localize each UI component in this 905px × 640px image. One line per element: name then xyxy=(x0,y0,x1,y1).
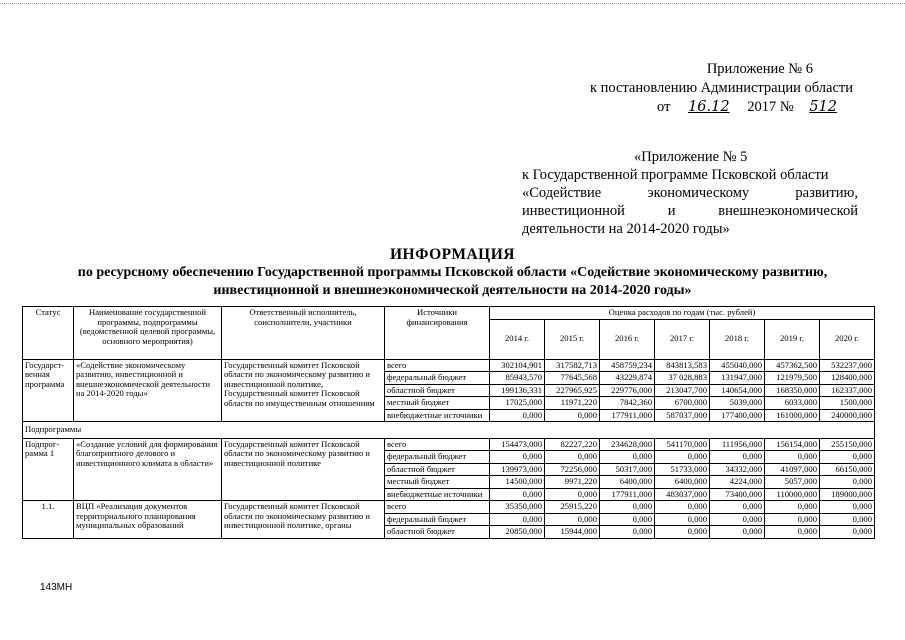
value-cell: 6700,000 xyxy=(655,397,710,410)
value-cell: 140654,000 xyxy=(710,384,765,397)
handwritten-date: 16.12 xyxy=(688,99,730,115)
value-cell: 9971,220 xyxy=(545,476,600,489)
value-cell: 20850,000 xyxy=(490,526,545,539)
source-cell: федеральный бюджет xyxy=(385,372,490,385)
source-cell: областной бюджет xyxy=(385,384,490,397)
value-cell: 0,000 xyxy=(820,513,875,526)
title-main: ИНФОРМАЦИЯ xyxy=(390,246,515,263)
value-cell: 66150,000 xyxy=(820,463,875,476)
value-cell: 0,000 xyxy=(765,513,820,526)
value-cell: 302104,901 xyxy=(490,359,545,372)
value-cell: 168350,000 xyxy=(765,384,820,397)
value-cell: 0,000 xyxy=(765,526,820,539)
value-cell: 0,000 xyxy=(490,451,545,464)
source-cell: всего xyxy=(385,359,490,372)
value-cell: 229776,000 xyxy=(600,384,655,397)
source-cell: всего xyxy=(385,438,490,451)
value-cell: 240000,000 xyxy=(820,409,875,422)
value-cell: 234628,000 xyxy=(600,438,655,451)
header-executor: Ответственный исполнитель, соисполнители, участники xyxy=(222,307,385,360)
value-cell: 0,000 xyxy=(600,501,655,514)
value-cell: 213047,700 xyxy=(655,384,710,397)
value-cell: 110000,000 xyxy=(765,488,820,501)
header-year: 2014 г. xyxy=(490,319,545,359)
header-name: Наименование государственной программы, подпрограммы (ведомственной целевой программы, основного мероприятия) xyxy=(74,307,222,360)
value-cell: 41097,000 xyxy=(765,463,820,476)
handwritten-number: 512 xyxy=(809,99,837,115)
header-estimate: Оценка расходов по годам (тыс. рублей) xyxy=(490,307,875,320)
value-cell: 51733,000 xyxy=(655,463,710,476)
header-year: 2020 г. xyxy=(820,319,875,359)
value-cell: 843813,583 xyxy=(655,359,710,372)
appendix-title: Приложение № 6 xyxy=(706,61,813,77)
value-cell: 6400,000 xyxy=(655,476,710,489)
value-cell: 0,000 xyxy=(820,501,875,514)
value-cell: 455040,000 xyxy=(710,359,765,372)
value-cell: 177911,000 xyxy=(600,409,655,422)
appendix-header xyxy=(590,60,853,117)
table-row xyxy=(23,501,875,514)
value-cell: 25915,220 xyxy=(545,501,600,514)
value-cell: 0,000 xyxy=(655,501,710,514)
value-cell: 139973,000 xyxy=(490,463,545,476)
value-cell: 0,000 xyxy=(490,513,545,526)
value-cell: 5057,000 xyxy=(765,476,820,489)
value-cell: 4224,000 xyxy=(710,476,765,489)
value-cell: 0,000 xyxy=(820,526,875,539)
value-cell: 6033,000 xyxy=(765,397,820,410)
value-cell: 1500,000 xyxy=(820,397,875,410)
value-cell: 0,000 xyxy=(545,488,600,501)
header-year: 2018 г. xyxy=(710,319,765,359)
header-status: Статус xyxy=(23,307,74,360)
value-cell: 17025,000 xyxy=(490,397,545,410)
header-year: 2019 г. xyxy=(765,319,820,359)
title-line-3: инвестиционной и внешнеэкономической деятельности на 2014-2020 годы» xyxy=(213,283,692,298)
value-cell: 199136,331 xyxy=(490,384,545,397)
title-line-2: по ресурсному обеспечению Государственной программы Псковской области «Содействие экономическому развитию, xyxy=(77,265,828,280)
value-cell: 0,000 xyxy=(820,476,875,489)
document-code: 143МН xyxy=(40,582,73,593)
value-cell: 0,000 xyxy=(545,409,600,422)
value-cell: 0,000 xyxy=(600,451,655,464)
value-cell: 457362,500 xyxy=(765,359,820,372)
value-cell: 72256,000 xyxy=(545,463,600,476)
value-cell: 541170,000 xyxy=(655,438,710,451)
value-cell: 0,000 xyxy=(710,513,765,526)
table-row xyxy=(23,422,875,439)
resource-table xyxy=(22,306,875,539)
header-year: 2015 г. xyxy=(545,319,600,359)
source-cell: федеральный бюджет xyxy=(385,451,490,464)
measure-executor: Государственный комитет Псковской области по экономическому развитию и инвестиционной политике, органы xyxy=(222,501,385,539)
value-cell: 34332,000 xyxy=(710,463,765,476)
scan-top-edge xyxy=(0,3,905,4)
value-cell: 227965,925 xyxy=(545,384,600,397)
value-cell: 0,000 xyxy=(710,501,765,514)
source-cell: внебюджетные источники xyxy=(385,409,490,422)
program-status: Государст-венная программа xyxy=(23,359,74,422)
measure-name: ВЦП «Реализация документов территориального планирования муниципальных образований xyxy=(74,501,222,539)
value-cell: 128400,000 xyxy=(820,372,875,385)
table-row xyxy=(23,359,875,372)
value-cell: 154473,000 xyxy=(490,438,545,451)
subprogram-status: Подпрог-рамма 1 xyxy=(23,438,74,501)
subprograms-label: Подпрограммы xyxy=(23,422,875,439)
value-cell: 156154,000 xyxy=(765,438,820,451)
value-cell: 177911,000 xyxy=(600,488,655,501)
value-cell: 0,000 xyxy=(600,513,655,526)
value-cell: 77645,568 xyxy=(545,372,600,385)
value-cell: 0,000 xyxy=(710,451,765,464)
program-executor: Государственный комитет Псковской области по экономическому развитию и инвестиционной политике, Государственный комитет Псковской области по имущественным отношениям xyxy=(222,359,385,422)
value-cell: 82227,220 xyxy=(545,438,600,451)
value-cell: 483037,000 xyxy=(655,488,710,501)
value-cell: 73400,000 xyxy=(710,488,765,501)
header-source: Источники финансирования xyxy=(385,307,490,360)
value-cell: 458759,234 xyxy=(600,359,655,372)
header-year: 2017 г. xyxy=(655,319,710,359)
source-cell: областной бюджет xyxy=(385,526,490,539)
program-name: «Содействие экономическому развитию, инвестиционной и внешнеэкономической деятельности на 2014-2020 годы» xyxy=(74,359,222,422)
value-cell: 162337,000 xyxy=(820,384,875,397)
value-cell: 50317,000 xyxy=(600,463,655,476)
value-cell: 177400,000 xyxy=(710,409,765,422)
value-cell: 131947,000 xyxy=(710,372,765,385)
value-cell: 111956,000 xyxy=(710,438,765,451)
source-cell: федеральный бюджет xyxy=(385,513,490,526)
value-cell: 0,000 xyxy=(545,451,600,464)
measure-status: 1.1. xyxy=(23,501,74,539)
prior-appendix-note: «Приложение № 5 к Государственной программе Псковской области «Содействие экономическому развитию, инвестиционной и внешнеэкономической деятельности на 2014-2020 годы» xyxy=(522,149,858,237)
value-cell: 37 028,883 xyxy=(655,372,710,385)
value-cell: 14500,000 xyxy=(490,476,545,489)
subprogram-executor: Государственный комитет Псковской области по экономическому развитию и инвестиционной политике xyxy=(222,438,385,501)
appendix-decree: к постановлению Администрации области xyxy=(589,80,853,96)
source-cell: местный бюджет xyxy=(385,397,490,410)
value-cell: 6400,000 xyxy=(600,476,655,489)
value-cell: 7842,360 xyxy=(600,397,655,410)
value-cell: 0,000 xyxy=(710,526,765,539)
value-cell: 587037,000 xyxy=(655,409,710,422)
value-cell: 0,000 xyxy=(545,513,600,526)
value-cell: 15944,000 xyxy=(545,526,600,539)
value-cell: 35350,000 xyxy=(490,501,545,514)
source-cell: всего xyxy=(385,501,490,514)
source-cell: местный бюджет xyxy=(385,476,490,489)
value-cell: 317582,713 xyxy=(545,359,600,372)
value-cell: 121979,500 xyxy=(765,372,820,385)
value-cell: 43229,874 xyxy=(600,372,655,385)
value-cell: 0,000 xyxy=(600,526,655,539)
value-cell: 0,000 xyxy=(765,451,820,464)
subprogram-name: «Создание условий для формирования благоприятного делового и инвестиционного климата в области» xyxy=(74,438,222,501)
value-cell: 0,000 xyxy=(655,526,710,539)
value-cell: 189000,000 xyxy=(820,488,875,501)
value-cell: 5039,000 xyxy=(710,397,765,410)
value-cell: 0,000 xyxy=(765,501,820,514)
value-cell: 532237,000 xyxy=(820,359,875,372)
source-cell: внебюджетные источники xyxy=(385,488,490,501)
value-cell: 0,000 xyxy=(820,451,875,464)
value-cell: 255150,000 xyxy=(820,438,875,451)
value-cell: 0,000 xyxy=(490,409,545,422)
value-cell: 0,000 xyxy=(655,513,710,526)
value-cell: 85943,570 xyxy=(490,372,545,385)
document-title xyxy=(20,246,885,300)
source-cell: областной бюджет xyxy=(385,463,490,476)
header-year: 2016 г. xyxy=(600,319,655,359)
value-cell: 0,000 xyxy=(490,488,545,501)
appendix-date-line: от 16.12 2017 № 512 xyxy=(590,98,849,117)
table-row xyxy=(23,438,875,451)
value-cell: 0,000 xyxy=(655,451,710,464)
value-cell: 11971,220 xyxy=(545,397,600,410)
value-cell: 161000,000 xyxy=(765,409,820,422)
